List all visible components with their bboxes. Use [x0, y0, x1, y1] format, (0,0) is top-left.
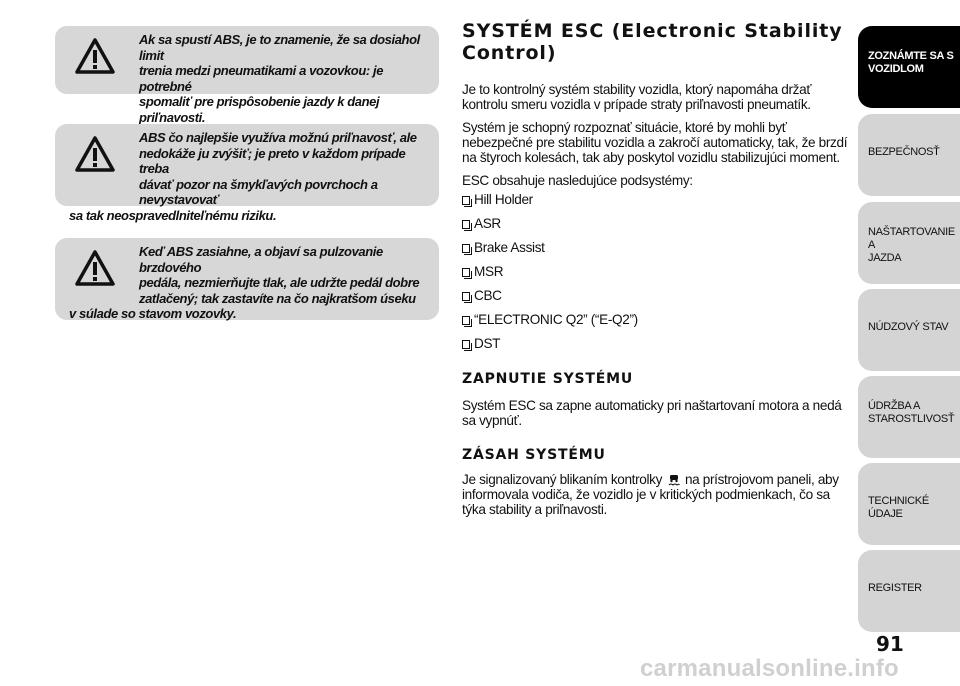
checkbox-bullet-icon — [462, 268, 470, 277]
checkbox-bullet-icon — [462, 292, 470, 301]
page-number: 91 — [876, 632, 904, 656]
section-title: SYSTÉM ESC (Electronic Stability Control) — [462, 20, 843, 64]
checkbox-bullet-icon — [462, 340, 470, 349]
warning-box-3 — [55, 238, 439, 320]
warning-line: ABS čo najlepšie využíva možnú priľnavosť, ale — [139, 130, 417, 145]
tab-nastartovanie-a-jazda[interactable]: NAŠTARTOVANIE A JAZDA — [858, 202, 960, 284]
list-item: DST — [462, 332, 850, 356]
list-item: MSR — [462, 260, 850, 284]
main-column — [462, 20, 850, 517]
tab-register[interactable]: REGISTER — [858, 550, 960, 632]
checkbox-bullet-icon — [462, 316, 470, 325]
esc-warning-light-icon — [668, 474, 680, 486]
footer-watermark: carmanualsonline.info — [640, 655, 899, 682]
checkbox-bullet-icon — [462, 220, 470, 229]
warning-line: Keď ABS zasiahne, a objaví sa pulzovanie brzdového — [139, 244, 383, 275]
tab-nudzovy-stav[interactable]: NÚDZOVÝ STAV — [858, 289, 960, 371]
warning-line: spomaliť pre prispôsobenie jazdy k danej priľnavosti. — [139, 94, 380, 125]
checkbox-bullet-icon — [462, 244, 470, 253]
list-item: “ELECTRONIC Q2” (“E-Q2”) — [462, 308, 850, 332]
warning-line: sa tak neospravedlniteľnému riziku. — [69, 207, 277, 223]
zasah-paragraph: Je signalizovaný blikaním kontrolky na prístrojovom paneli, aby informovala vodiča, že vozidlo je v kritických podmienkach, čo sa týka stability a priľnavosti. — [462, 472, 839, 517]
warning-box-1 — [55, 26, 439, 125]
list-item: Brake Assist — [462, 236, 850, 260]
zapnutie-paragraph: Systém ESC sa zapne automaticky pri naštartovaní motora a nedá sa vypnúť. — [462, 398, 842, 428]
warning-line: nedokáže ju zvýšiť; je preto v každom prípade treba — [139, 145, 406, 176]
subsystems-intro: ESC obsahuje nasledujúce podsystémy: — [462, 173, 693, 188]
warning-line: trenia medzi pneumatikami a vozovkou: je potrebné — [139, 63, 384, 94]
tab-zoznamte-sa-s-vozidlom[interactable]: ZOZNÁMTE SA S VOZIDLOM — [858, 26, 960, 108]
subheading-zapnutie: ZAPNUTIE SYSTÉMU — [462, 371, 634, 387]
warning-line: Ak sa spustí ABS, je to znamenie, že sa dosiahol limit — [139, 32, 420, 63]
tab-bezpecnost[interactable]: BEZPEČNOSŤ — [858, 114, 960, 196]
warning-line: pedála, nezmierňujte tlak, ale udržte pedál dobre — [139, 275, 420, 290]
list-item: ASR — [462, 212, 850, 236]
description-paragraph: Systém je schopný rozpoznať situácie, ktoré by mohli byť nebezpečné pre stabilitu vozidla a zakročí automaticky, tak, že brzdí na štyroch kolesách, tak aby poskytol vozidlu stabilizujúci moment. — [462, 120, 848, 165]
list-item: CBC — [462, 284, 850, 308]
warning-line: zatlačený; tak zastavíte na čo najkratšom úseku — [139, 290, 416, 306]
subheading-zasah: ZÁSAH SYSTÉMU — [462, 447, 606, 463]
warning-line: dávať pozor na šmykľavých povrchoch a nevystavovať — [139, 176, 378, 207]
tab-technicke-udaje[interactable]: TECHNICKÉ ÚDAJE — [858, 463, 960, 545]
warning-line: v súlade so stavom vozovky. — [69, 306, 237, 321]
list-item: Hill Holder — [462, 188, 850, 212]
subsystem-list — [462, 188, 850, 356]
intro-paragraph: Je to kontrolný systém stability vozidla, ktorý napomáha držať kontrolu smeru vozidla v prípade straty priľnavosti pneumatík. — [462, 82, 812, 112]
tab-udrzba-a-starostlivost[interactable]: ÚDRŽBA A STAROSTLIVOSŤ — [858, 376, 960, 458]
warning-box-2 — [55, 124, 439, 223]
checkbox-bullet-icon — [462, 196, 470, 205]
